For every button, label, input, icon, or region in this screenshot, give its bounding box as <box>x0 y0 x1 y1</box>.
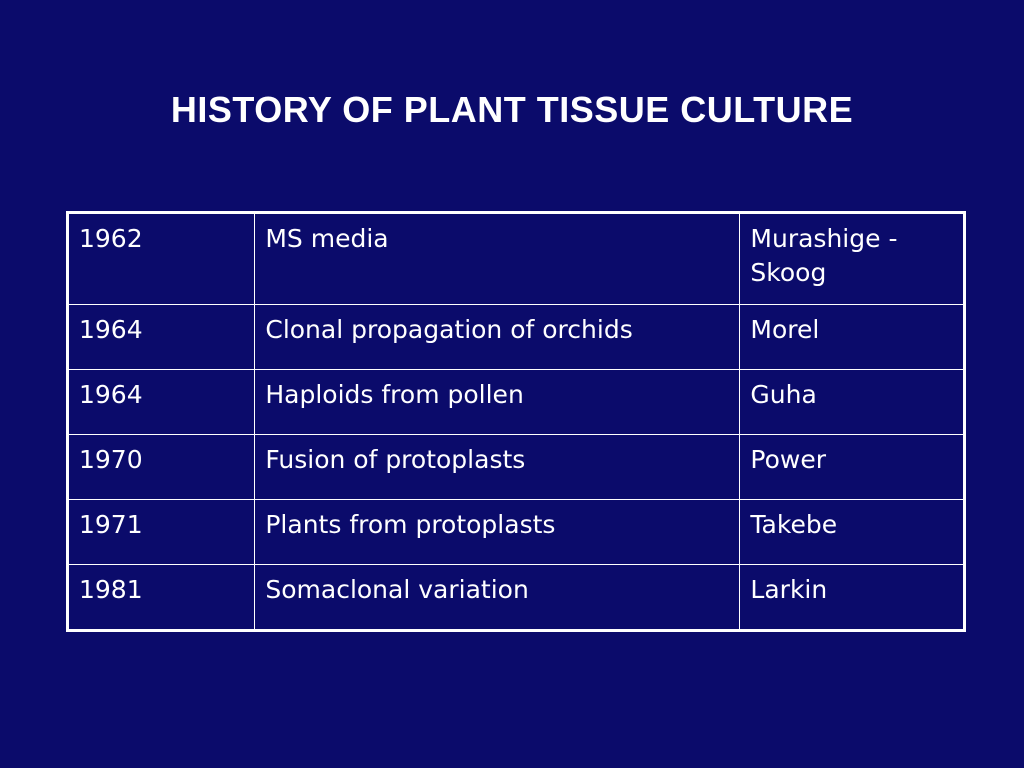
year-cell: 1964 <box>68 305 255 370</box>
year-cell: 1981 <box>68 565 255 631</box>
table-row <box>68 435 965 500</box>
table-row <box>68 305 965 370</box>
event-cell: Fusion of protoplasts <box>255 435 740 500</box>
table-row <box>68 213 965 305</box>
person-cell: Takebe <box>740 500 965 565</box>
year-cell: 1971 <box>68 500 255 565</box>
person-cell: Morel <box>740 305 965 370</box>
person-cell: Murashige - Skoog <box>740 213 965 305</box>
year-cell: 1962 <box>68 213 255 305</box>
slide-title: HISTORY OF PLANT TISSUE CULTURE <box>170 89 854 130</box>
history-table <box>66 211 966 632</box>
event-cell: Haploids from pollen <box>255 370 740 435</box>
table-row <box>68 370 965 435</box>
person-cell: Larkin <box>740 565 965 631</box>
event-cell: Clonal propagation of orchids <box>255 305 740 370</box>
year-cell: 1970 <box>68 435 255 500</box>
event-cell: Plants from protoplasts <box>255 500 740 565</box>
table-row <box>68 500 965 565</box>
year-cell: 1964 <box>68 370 255 435</box>
person-cell: Guha <box>740 370 965 435</box>
table-row <box>68 565 965 631</box>
person-cell: Power <box>740 435 965 500</box>
event-cell: MS media <box>255 213 740 305</box>
event-cell: Somaclonal variation <box>255 565 740 631</box>
